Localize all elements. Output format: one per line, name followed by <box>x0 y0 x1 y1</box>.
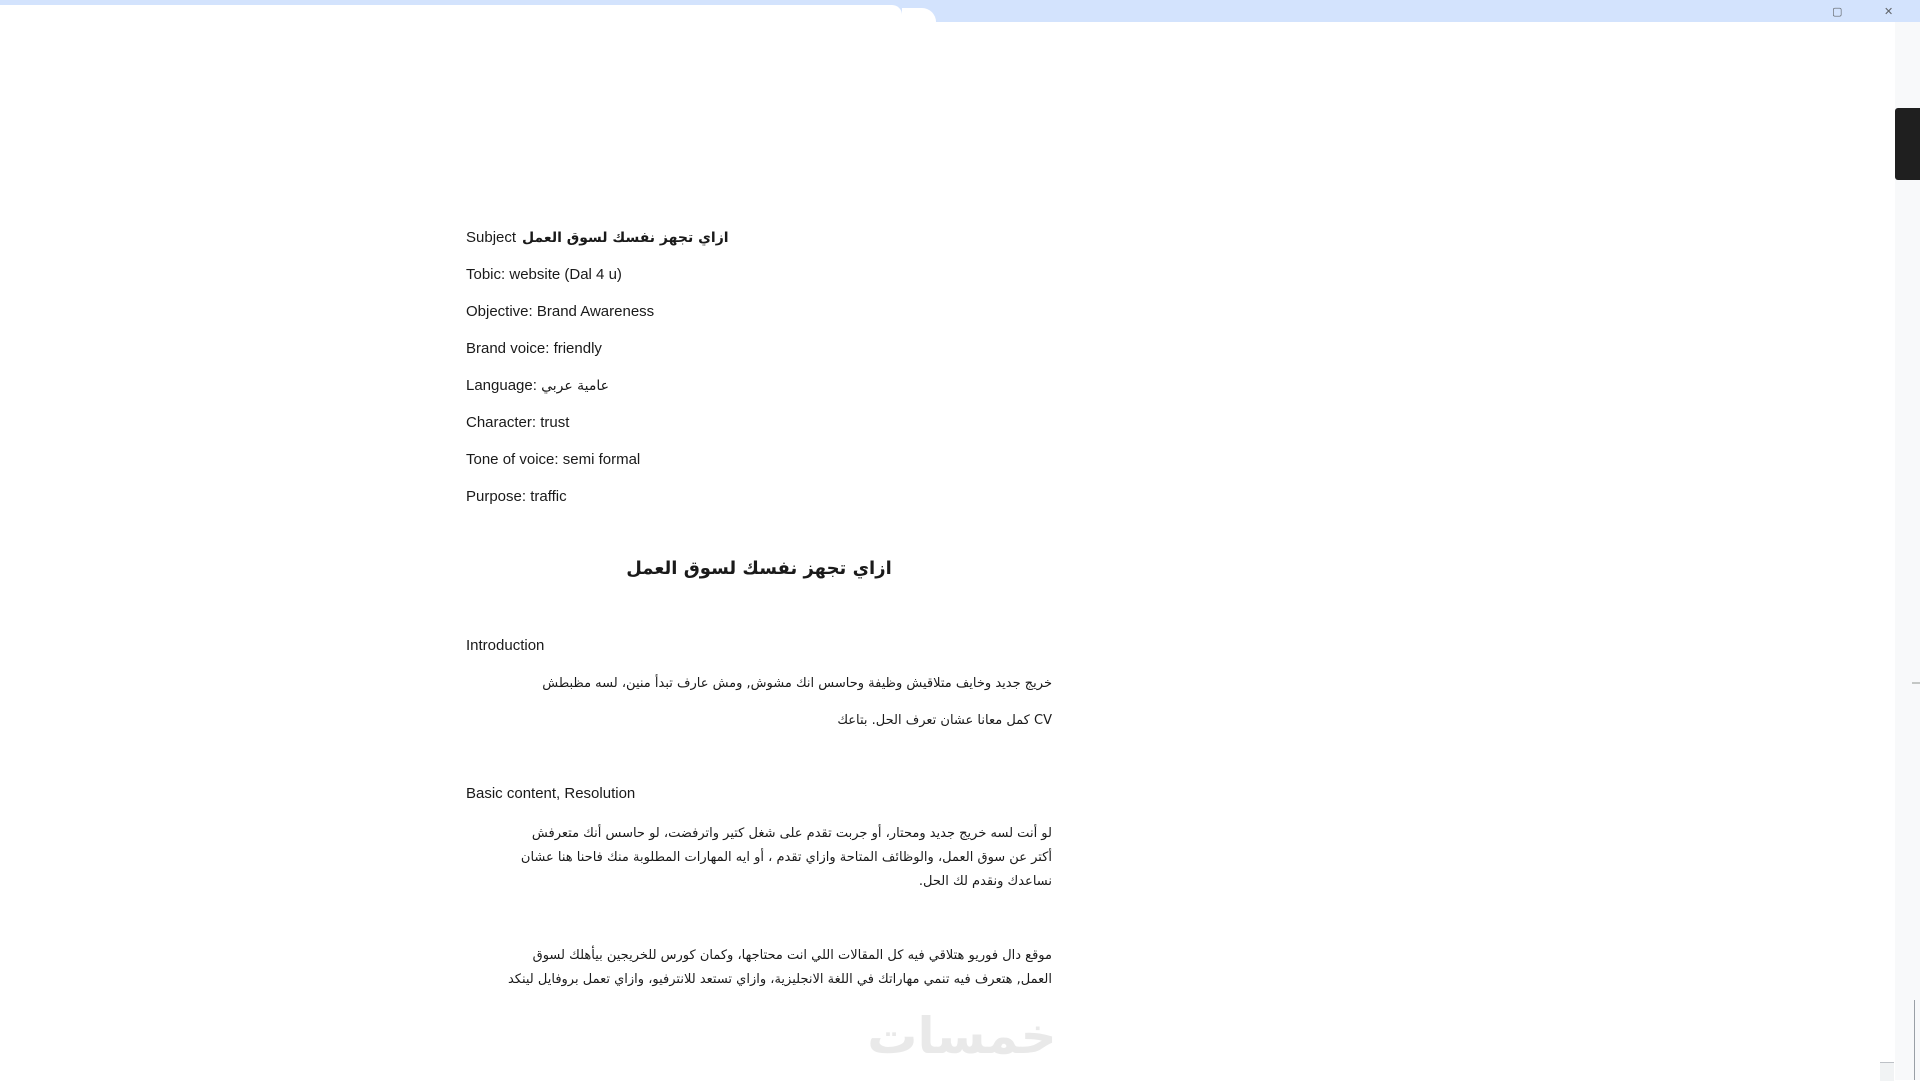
meta-subject <box>466 228 729 248</box>
basic-content-heading: Basic content, Resolution <box>466 785 636 802</box>
meta-key: Purpose: <box>466 488 527 505</box>
meta-value: Brand Awareness <box>536 303 655 320</box>
paragraph-line: أكتر عن سوق العمل، والوظائف المتاحة وازاي تقدم ، أو ايه المهارات المطلوبة منك فاحنا هنا عشان <box>520 850 1052 865</box>
document-title: ازاي تجهز نفسك لسوق العمل <box>626 558 892 579</box>
browser-top-bar <box>0 0 1920 22</box>
paragraph-line: لو أنت لسه خريج جديد ومحتار، أو جربت تقدم على شغل كتير واترفضت، لو حاسس أنك متعرفش <box>531 826 1052 841</box>
meta-key: Tobic: <box>466 266 506 283</box>
meta-language <box>466 376 609 396</box>
document-viewport <box>0 22 1895 1080</box>
meta-key: Objective: <box>466 303 533 320</box>
active-tab-area <box>0 5 902 22</box>
paragraph-line: موقع دال فوريو هتلاقي فيه كل المقالات اللي انت محتاجها، وكمان كورس للخريجين بيأهلك لسوق <box>532 948 1052 963</box>
meta-value: عامية عربي <box>541 378 610 394</box>
watermark-logo: خمسات <box>867 1007 1057 1065</box>
meta-key: Language: <box>466 377 537 394</box>
restore-window-icon[interactable]: ▢ <box>1832 5 1843 18</box>
meta-value: ازاي تجهز نفسك لسوق العمل <box>522 230 729 246</box>
paragraph-line: CV كمل معانا عشان تعرف الحل. بتاعك <box>837 713 1052 728</box>
scrollbar-track[interactable] <box>1914 1000 1915 1080</box>
introduction-paragraph <box>542 674 1052 694</box>
meta-key: Tone of voice: <box>466 451 559 468</box>
scroll-marker <box>1912 682 1920 684</box>
side-panel-toggle[interactable] <box>1895 108 1920 180</box>
meta-topic <box>466 265 622 285</box>
basic-content-paragraph-2 <box>508 944 1052 992</box>
introduction-paragraph-2 <box>837 711 1052 731</box>
paragraph-line: نساعدك ونقدم لك الحل. <box>918 874 1052 889</box>
tab-corner <box>902 8 936 22</box>
corner-resize-handle[interactable] <box>1880 1062 1894 1081</box>
meta-tone <box>466 450 640 470</box>
meta-value: trust <box>540 414 570 431</box>
meta-key: Brand voice: <box>466 340 550 357</box>
meta-objective <box>466 302 654 322</box>
meta-value: website (Dal 4 u) <box>509 266 622 283</box>
introduction-heading: Introduction <box>466 637 545 654</box>
meta-brand-voice <box>466 339 602 359</box>
meta-character <box>466 413 569 433</box>
meta-value: traffic <box>530 488 567 505</box>
basic-content-paragraph-1 <box>521 822 1052 894</box>
close-icon[interactable]: ✕ <box>1884 5 1894 18</box>
meta-purpose <box>466 487 567 507</box>
meta-key: Subject <box>466 229 517 246</box>
meta-value: semi formal <box>562 451 641 468</box>
paragraph-line: العمل, هتعرف فيه تنمي مهاراتك في اللغة الانجليزية، وازاي تستعد للانترفيو، وازاي تعمل بروفايل لينكد <box>507 972 1052 987</box>
paragraph-line: خريج جديد وخايف متلاقيش وظيفة وحاسس انك مشوش, ومش عارف تبدأ منين، لسه مظبطش <box>542 676 1052 691</box>
right-gutter <box>1895 22 1920 1080</box>
meta-key: Character: <box>466 414 537 431</box>
meta-value: friendly <box>553 340 602 357</box>
